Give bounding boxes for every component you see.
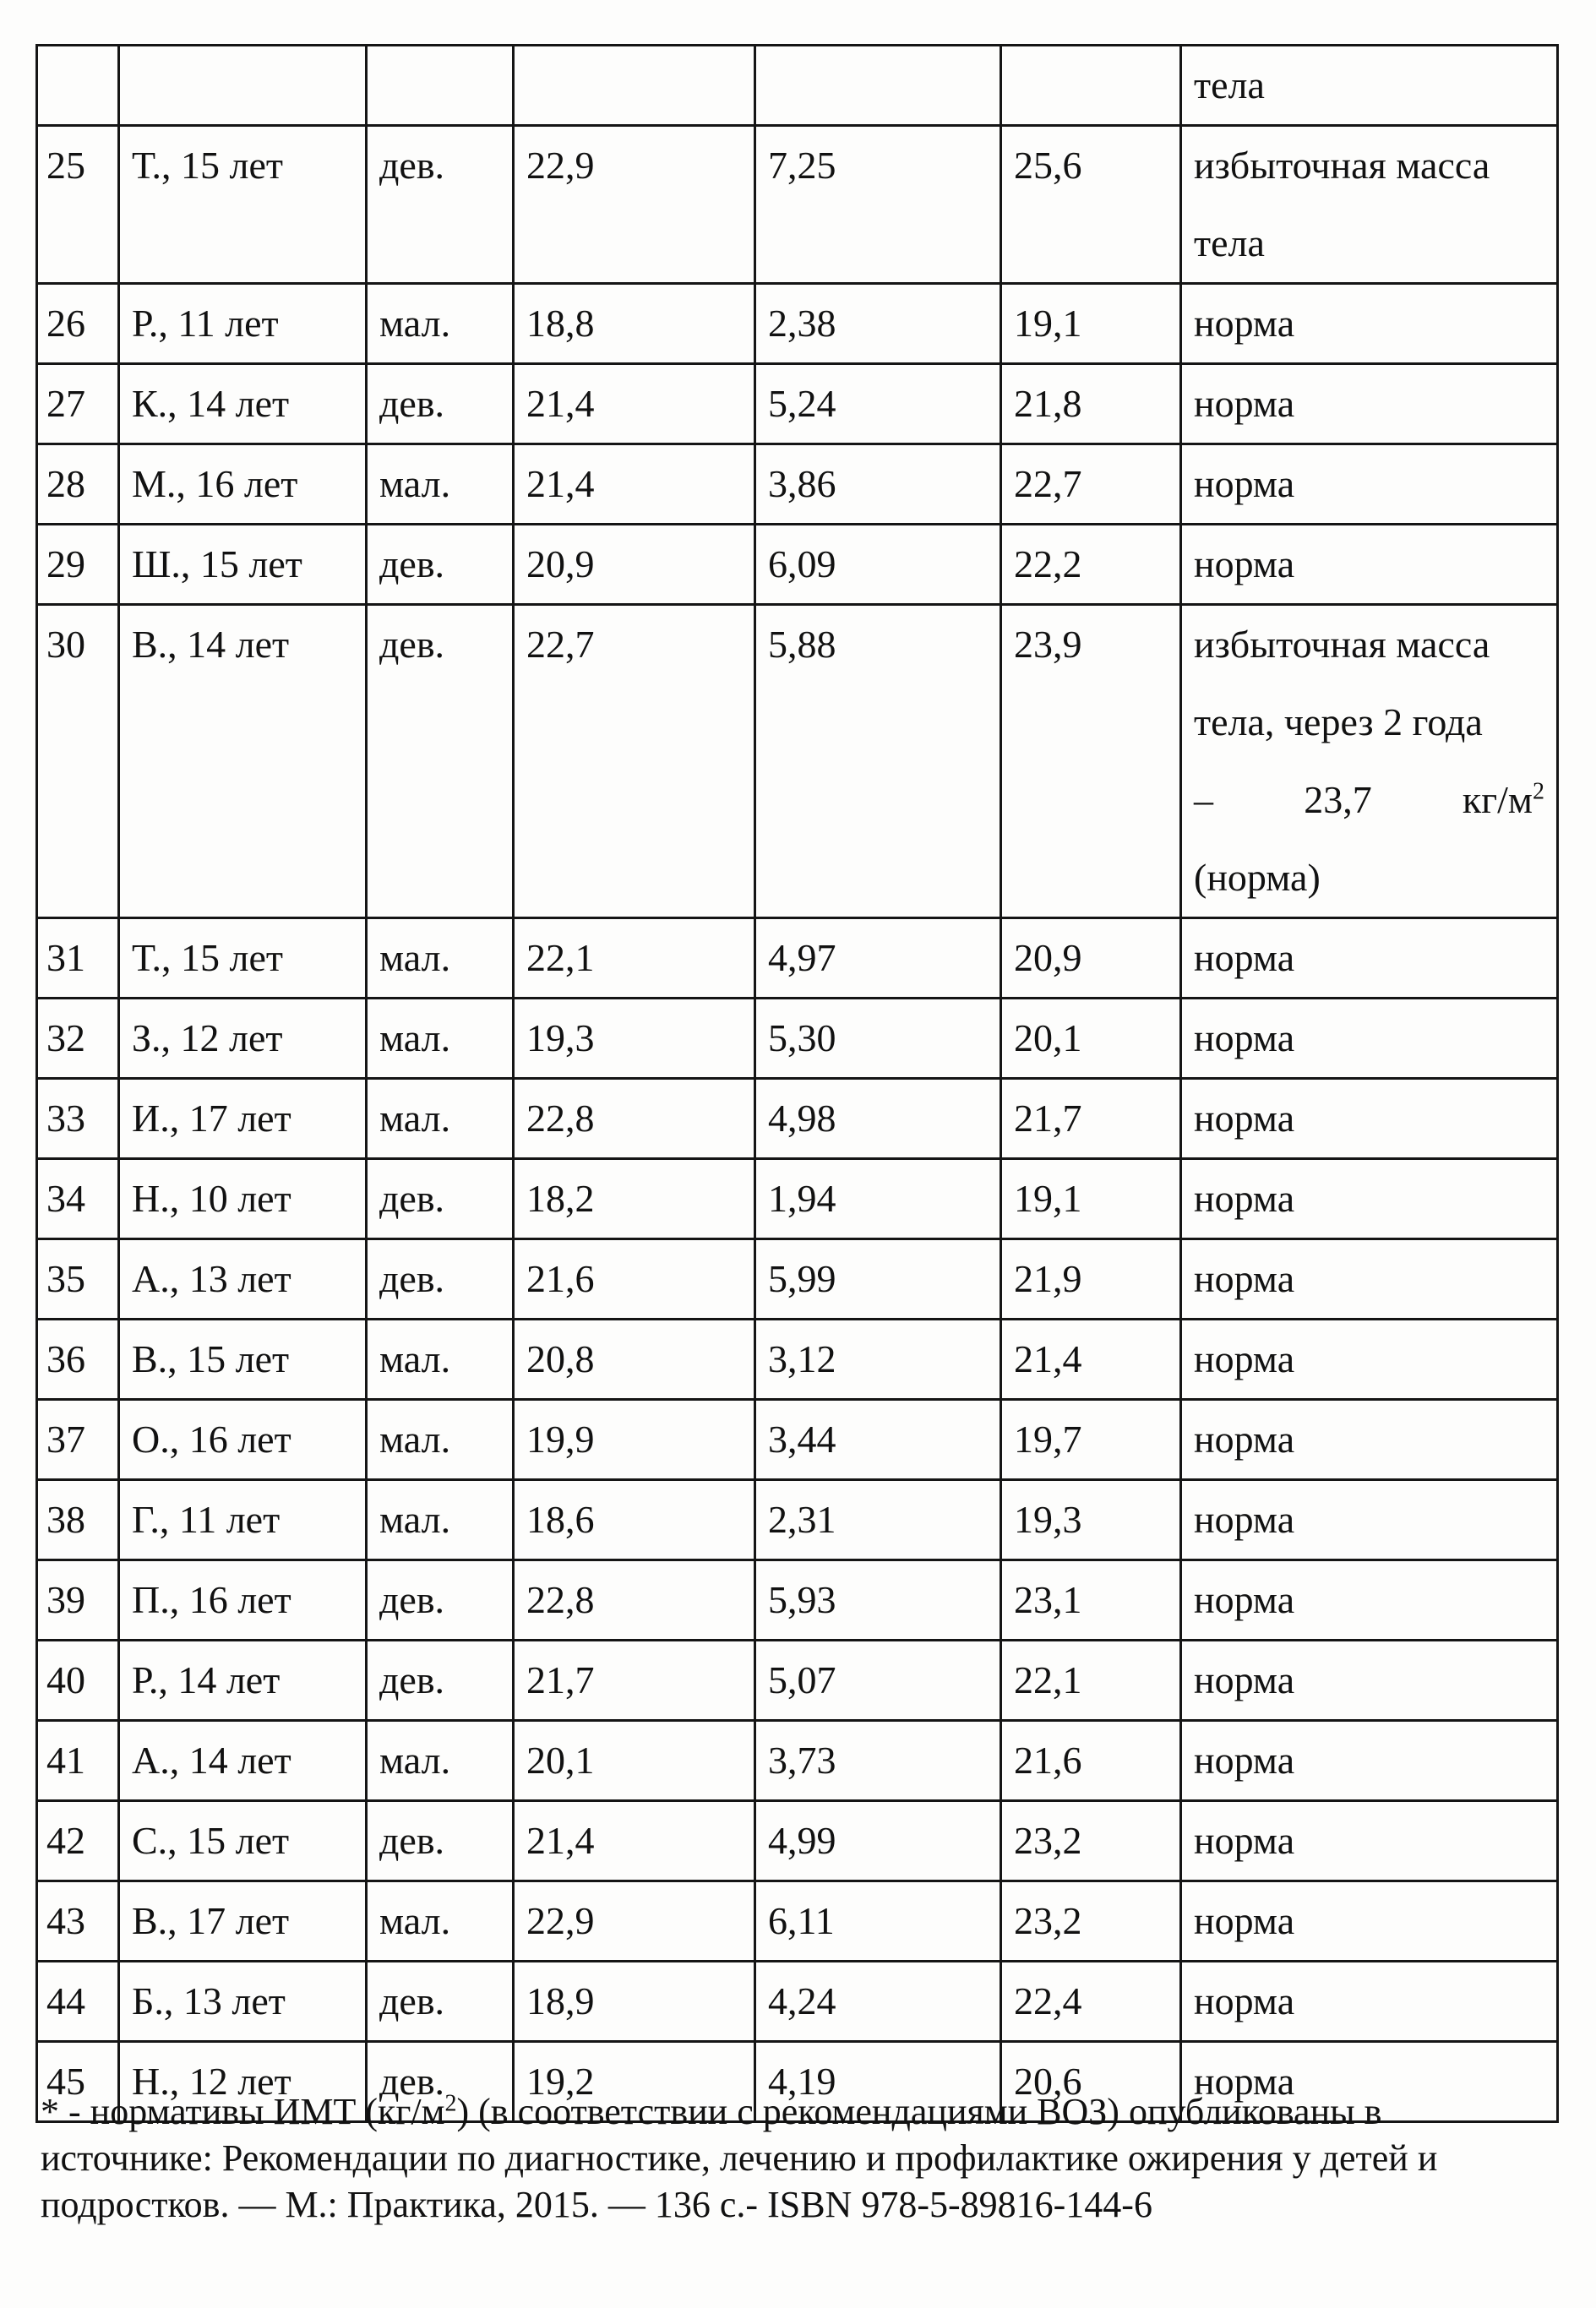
cell-name: Г., 11 лет — [119, 1480, 367, 1560]
note-cell: норма — [1181, 1962, 1558, 2042]
table-row — [37, 1239, 1558, 1320]
cell-v2: 3,44 — [755, 1400, 1001, 1480]
cell-n: 43 — [37, 1881, 119, 1962]
cell-sex: мал. — [367, 1721, 514, 1801]
note-cell: норма — [1181, 1320, 1558, 1400]
cell-v1: 22,1 — [514, 918, 755, 999]
table-row — [37, 1801, 1558, 1881]
cell-v1: 22,9 — [514, 126, 755, 284]
cell-n: 30 — [37, 605, 119, 918]
cell-sex: дев. — [367, 1239, 514, 1320]
note-cell: норма — [1181, 1079, 1558, 1159]
cell-v3: 21,7 — [1001, 1079, 1181, 1159]
cell-sex: мал. — [367, 1881, 514, 1962]
cell-v3: 19,3 — [1001, 1480, 1181, 1560]
cell-name: О., 16 лет — [119, 1400, 367, 1480]
note-cell: норма — [1181, 364, 1558, 444]
table-row — [37, 999, 1558, 1079]
cell-v1: 21,4 — [514, 444, 755, 525]
note-cell: норма — [1181, 1641, 1558, 1721]
cell-v3: 22,7 — [1001, 444, 1181, 525]
cell-v2: 6,11 — [755, 1881, 1001, 1962]
cell-name: Б., 13 лет — [119, 1962, 367, 2042]
cell-n: 36 — [37, 1320, 119, 1400]
cell-name: Ш., 15 лет — [119, 525, 367, 605]
cell-sex: дев. — [367, 1560, 514, 1641]
cell-name: Т., 15 лет — [119, 918, 367, 999]
cell-v2: 2,31 — [755, 1480, 1001, 1560]
cell-v2: 7,25 — [755, 126, 1001, 284]
cell-n: 45 — [37, 2042, 119, 2122]
table-row — [37, 525, 1558, 605]
cell-name: В., 15 лет — [119, 1320, 367, 1400]
cell-n: 37 — [37, 1400, 119, 1480]
cell-v3: 21,8 — [1001, 364, 1181, 444]
cell-sex: дев. — [367, 525, 514, 605]
cell-v3: 22,1 — [1001, 1641, 1181, 1721]
cell-v2: 4,99 — [755, 1801, 1001, 1881]
footnote-line-2: источнике: Рекомендации по диагностике, лечению и профилактике ожирения у детей и — [41, 2137, 1438, 2179]
cell-v3: 21,9 — [1001, 1239, 1181, 1320]
cell-v1: 21,4 — [514, 364, 755, 444]
cell-v2: 5,93 — [755, 1560, 1001, 1641]
cell-v1: 21,6 — [514, 1239, 755, 1320]
cell-v1: 20,1 — [514, 1721, 755, 1801]
cell-v2: 4,98 — [755, 1079, 1001, 1159]
cell-v3: 25,6 — [1001, 126, 1181, 284]
footnote-line-3: подростков. — М.: Практика, 2015. — 136 с.- ISBN 978-5-89816-144-6 — [41, 2184, 1152, 2225]
cell-name: Н., 10 лет — [119, 1159, 367, 1239]
cell-n: 31 — [37, 918, 119, 999]
cell-n: 26 — [37, 284, 119, 364]
cell-sex: дев. — [367, 1962, 514, 2042]
cell-v1: 18,9 — [514, 1962, 755, 2042]
cell-name: Н., 12 лет — [119, 2042, 367, 2122]
cell-name: И., 17 лет — [119, 1079, 367, 1159]
cell-name: В., 14 лет — [119, 605, 367, 918]
cell-sex: дев. — [367, 2042, 514, 2122]
table-row — [37, 1400, 1558, 1480]
cell-v2: 2,38 — [755, 284, 1001, 364]
cell-name: Р., 11 лет — [119, 284, 367, 364]
cell-v2: 1,94 — [755, 1159, 1001, 1239]
note-cell: норма — [1181, 1881, 1558, 1962]
footnote-line-1: * - нормативы ИМТ $(кг/м^2)$ (в соответствии с рекомендациями ВОЗ) опубликованы в — [41, 2090, 1382, 2132]
cell-v1: 20,9 — [514, 525, 755, 605]
cell-n: 44 — [37, 1962, 119, 2042]
cell-n: 40 — [37, 1641, 119, 1721]
cell-v3: 22,2 — [1001, 525, 1181, 605]
note-cell: избыточная масса тела, через 2 года – 23,7 $кг/м^2$ (норма) — [1181, 605, 1558, 918]
cell-v1: 21,4 — [514, 1801, 755, 1881]
cell-v2: 3,73 — [755, 1721, 1001, 1801]
cell-v2: 5,30 — [755, 999, 1001, 1079]
note-cell: норма — [1181, 525, 1558, 605]
cell-v2: 4,19 — [755, 2042, 1001, 2122]
table-row — [37, 1881, 1558, 1962]
cell-sex: дев. — [367, 605, 514, 918]
cell-n: 41 — [37, 1721, 119, 1801]
cell-name: П., 16 лет — [119, 1560, 367, 1641]
cell-name: Т., 15 лет — [119, 126, 367, 284]
cell-v2: 6,09 — [755, 525, 1001, 605]
cell-n: 34 — [37, 1159, 119, 1239]
cell-n: 27 — [37, 364, 119, 444]
cell-v3: 22,4 — [1001, 1962, 1181, 2042]
cell-v1: 22,8 — [514, 1079, 755, 1159]
cell-n: 35 — [37, 1239, 119, 1320]
note-cell: норма — [1181, 1480, 1558, 1560]
cell-name: С., 15 лет — [119, 1801, 367, 1881]
cell-v3: 23,2 — [1001, 1881, 1181, 1962]
cell-name: А., 14 лет — [119, 1721, 367, 1801]
note-cell: норма — [1181, 1721, 1558, 1801]
cell-sex: дев. — [367, 1159, 514, 1239]
cell-v2: 3,86 — [755, 444, 1001, 525]
cell-sex: мал. — [367, 1320, 514, 1400]
cell-sex: дев. — [367, 126, 514, 284]
cell-v3: 20,9 — [1001, 918, 1181, 999]
cell-name: К., 14 лет — [119, 364, 367, 444]
note-cell: норма — [1181, 1400, 1558, 1480]
table-row — [37, 1320, 1558, 1400]
note-cell: норма — [1181, 918, 1558, 999]
table-row — [37, 1079, 1558, 1159]
cell-v1: 22,8 — [514, 1560, 755, 1641]
cell-v1: 18,8 — [514, 284, 755, 364]
cell-v3: 19,1 — [1001, 1159, 1181, 1239]
note-cell: норма — [1181, 444, 1558, 525]
cell-v2: 5,07 — [755, 1641, 1001, 1721]
note-cell: норма — [1181, 1801, 1558, 1881]
note-cell: норма — [1181, 1560, 1558, 1641]
cell-v3: 23,2 — [1001, 1801, 1181, 1881]
cell-v1: 22,7 — [514, 605, 755, 918]
cell-name: В., 17 лет — [119, 1881, 367, 1962]
cell-v1: 20,8 — [514, 1320, 755, 1400]
table-row — [37, 1641, 1558, 1721]
cell-v3: 19,7 — [1001, 1400, 1181, 1480]
cell-v2: 4,97 — [755, 918, 1001, 999]
note-cell: избыточная масса тела — [1181, 126, 1558, 284]
note-cell: норма — [1181, 284, 1558, 364]
cell-name: М., 16 лет — [119, 444, 367, 525]
cell-n: 42 — [37, 1801, 119, 1881]
cell-name: А., 13 лет — [119, 1239, 367, 1320]
cell-name: Р., 14 лет — [119, 1641, 367, 1721]
cell-n: 38 — [37, 1480, 119, 1560]
cell-v3: 23,9 — [1001, 605, 1181, 918]
cell-v1: 21,7 — [514, 1641, 755, 1721]
cell-sex: мал. — [367, 999, 514, 1079]
cell-v2: 5,24 — [755, 364, 1001, 444]
cell-v2: 5,99 — [755, 1239, 1001, 1320]
cell-sex: мал. — [367, 1400, 514, 1480]
note-cell: норма — [1181, 2042, 1558, 2122]
note-cell: норма — [1181, 1239, 1558, 1320]
cell-v2: 4,24 — [755, 1962, 1001, 2042]
cell-n: 39 — [37, 1560, 119, 1641]
table-row — [37, 1159, 1558, 1239]
table-row — [37, 1721, 1558, 1801]
cell-v2: 3,12 — [755, 1320, 1001, 1400]
cell-sex: дев. — [367, 364, 514, 444]
bmi-table — [35, 44, 1559, 2123]
table-row — [37, 605, 1558, 918]
cell-n: 25 — [37, 126, 119, 284]
cell-sex: мал. — [367, 1480, 514, 1560]
table-row — [37, 46, 1558, 126]
cell-v2: 5,88 — [755, 605, 1001, 918]
table-row — [37, 284, 1558, 364]
footnote — [41, 2088, 1561, 2228]
cell-v1: 19,3 — [514, 999, 755, 1079]
cell-v3: 23,1 — [1001, 1560, 1181, 1641]
cell-sex: мал. — [367, 284, 514, 364]
note-cell: норма — [1181, 1159, 1558, 1239]
cell-v1: 22,9 — [514, 1881, 755, 1962]
cell-n: 32 — [37, 999, 119, 1079]
cell-v3: 21,4 — [1001, 1320, 1181, 1400]
cell-sex: мал. — [367, 1079, 514, 1159]
cell-v3: 21,6 — [1001, 1721, 1181, 1801]
note-cell: тела — [1181, 46, 1558, 126]
cell-name: З., 12 лет — [119, 999, 367, 1079]
cell-n: 29 — [37, 525, 119, 605]
cell-n: 33 — [37, 1079, 119, 1159]
table-row — [37, 1560, 1558, 1641]
table-row — [37, 918, 1558, 999]
note-cell: норма — [1181, 999, 1558, 1079]
table-row — [37, 364, 1558, 444]
cell-v3: 20,1 — [1001, 999, 1181, 1079]
cell-v3: 20,6 — [1001, 2042, 1181, 2122]
cell-n: 28 — [37, 444, 119, 525]
cell-sex: дев. — [367, 1641, 514, 1721]
cell-v1: 18,2 — [514, 1159, 755, 1239]
cell-v1: 19,9 — [514, 1400, 755, 1480]
cell-sex: дев. — [367, 1801, 514, 1881]
table-row — [37, 1962, 1558, 2042]
cell-sex: мал. — [367, 918, 514, 999]
cell-v1: 18,6 — [514, 1480, 755, 1560]
cell-v1: 19,2 — [514, 2042, 755, 2122]
cell-v3: 19,1 — [1001, 284, 1181, 364]
cell-sex: мал. — [367, 444, 514, 525]
table-row — [37, 126, 1558, 284]
table-row — [37, 1480, 1558, 1560]
table-row — [37, 444, 1558, 525]
